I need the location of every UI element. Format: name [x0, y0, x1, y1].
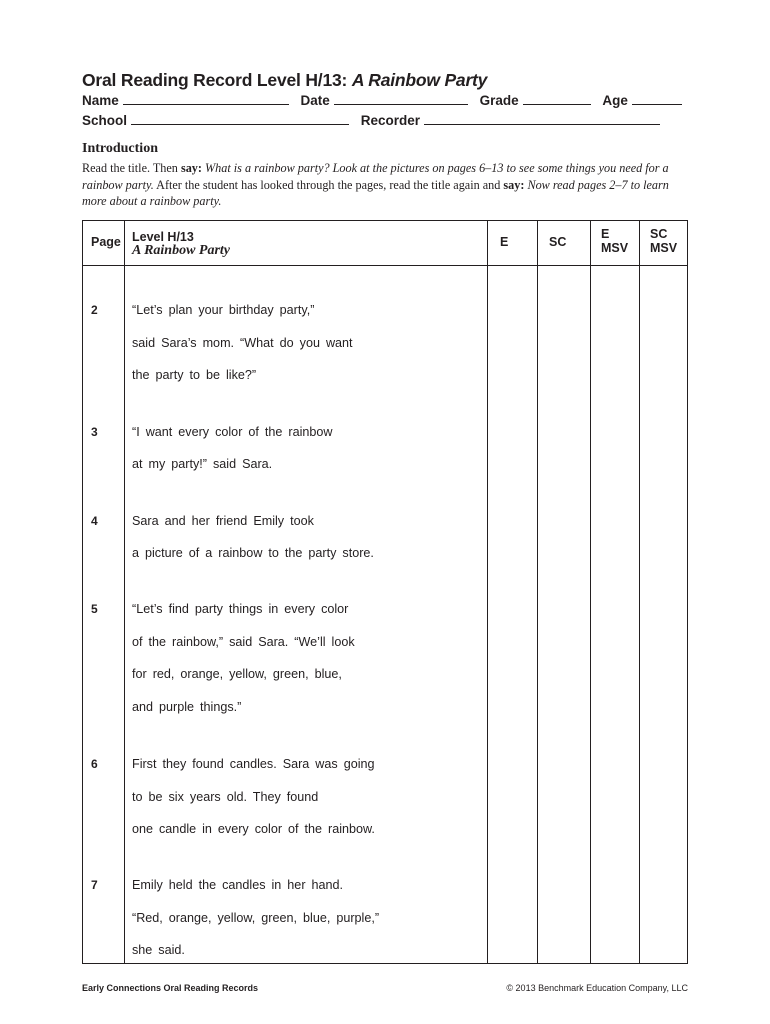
grade-label: Grade [479, 93, 519, 108]
page-number: 7 [91, 878, 98, 892]
text-line: Sara and her friend Emily took [132, 514, 314, 528]
grade-field[interactable] [523, 92, 591, 105]
sc-msv-line-1: SC [650, 227, 668, 241]
sc-msv-line-2: MSV [650, 241, 678, 255]
intro-say-2: say: [503, 177, 525, 192]
footer-copyright: © 2013 Benchmark Education Company, LLC [506, 983, 688, 993]
table-divider [124, 221, 125, 963]
table-divider [537, 221, 538, 963]
column-header-sc-msv [650, 227, 677, 255]
text-line: said Sara’s mom. “What do you want [132, 336, 353, 350]
fields-row-1 [82, 92, 690, 108]
intro-prompt-1: What is a rainbow party? Look at the pictures on pages 6–13 to see some things you need for a rainbow party. [82, 161, 669, 192]
text-line: “Let’s find party things in every color [132, 602, 349, 616]
school-label: School [82, 113, 128, 128]
school-field[interactable] [131, 112, 349, 125]
age-field[interactable] [632, 92, 682, 105]
title-prefix: Oral Reading Record Level H/13: [82, 70, 352, 90]
column-header-page: Page [91, 235, 121, 249]
intro-part-2: After the student has looked through the pages, read the title again and [153, 177, 504, 192]
text-line: to be six years old. They found [132, 790, 319, 804]
page-number: 5 [91, 602, 98, 616]
column-header-level [132, 230, 230, 258]
level-label: Level H/13 [132, 230, 194, 244]
text-line: she said. [132, 943, 185, 957]
text-line: for red, orange, yellow, green, blue, [132, 667, 342, 681]
fields-row-2 [82, 112, 668, 128]
date-label: Date [300, 93, 330, 108]
text-line: of the rainbow,” said Sara. “We’ll look [132, 635, 355, 649]
recorder-field[interactable] [424, 112, 660, 125]
intro-part-1: Read the title. Then [82, 161, 181, 175]
introduction-heading: Introduction [82, 141, 158, 156]
column-header-sc: SC [549, 235, 567, 249]
text-line: and purple things.” [132, 700, 242, 714]
text-line: Emily held the candles in her hand. [132, 878, 344, 892]
footer-series: Early Connections Oral Reading Records [82, 983, 259, 993]
introduction-text [82, 160, 682, 210]
text-line: “Let’s plan your birthday party,” [132, 303, 315, 317]
column-header-e: E [500, 235, 509, 249]
text-line: First they found candles. Sara was going [132, 757, 375, 771]
text-line: at my party!” said Sara. [132, 457, 273, 471]
age-label: Age [602, 93, 628, 108]
table-divider [487, 221, 488, 963]
date-field[interactable] [334, 92, 468, 105]
book-title: A Rainbow Party [132, 243, 231, 258]
reading-record-table [82, 220, 688, 964]
page-number: 6 [91, 757, 98, 771]
name-field[interactable] [123, 92, 289, 105]
intro-say-1: say: [180, 161, 202, 175]
column-header-e-msv [601, 227, 628, 255]
page-number: 4 [91, 514, 98, 528]
title-book: A Rainbow Party [351, 70, 488, 90]
text-line: a picture of a rainbow to the party store. [132, 546, 374, 560]
intro-prompt-2: Now read pages 2–7 to learn more about a rainbow party. [82, 177, 669, 208]
page-number: 3 [91, 425, 98, 439]
table-divider [590, 221, 591, 963]
table-divider [639, 221, 640, 963]
e-msv-line-2: MSV [601, 241, 629, 255]
page-title [82, 70, 487, 91]
name-label: Name [82, 93, 119, 108]
recorder-label: Recorder [360, 113, 421, 128]
header-divider [83, 265, 687, 266]
text-line: “I want every color of the rainbow [132, 425, 333, 439]
text-line: the party to be like?” [132, 368, 257, 382]
text-line: one candle in every color of the rainbow. [132, 822, 375, 836]
page-number: 2 [91, 303, 98, 317]
e-msv-line-1: E [601, 227, 610, 241]
text-line: “Red, orange, yellow, green, blue, purple,” [132, 911, 380, 925]
